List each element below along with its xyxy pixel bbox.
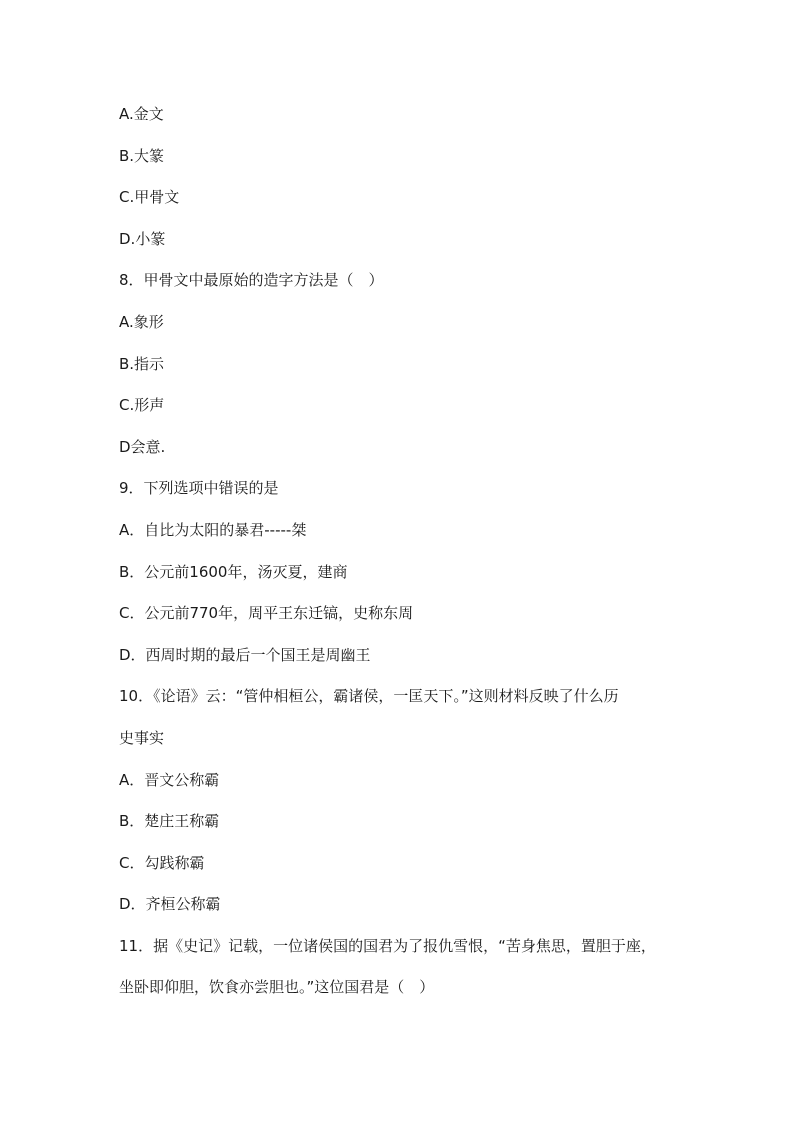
option-line: B.指示 [119,354,165,373]
option-line: B．楚庄王称霸 [119,812,220,831]
option-line: C.形声 [119,396,165,415]
option-line: A．自比为太阳的暴君-----桀 [119,520,307,539]
option-line: A.象形 [119,312,164,331]
option-line: A．晋文公称霸 [119,770,220,789]
option-line: D．齐桓公称霸 [119,895,221,914]
question-9-stem: 9．下列选项中错误的是 [119,479,279,498]
option-line: D会意. [119,437,166,456]
question-11-stem-continued: 坐卧即仰胆，饮食亦尝胆也。”这位国君是（ ） [119,978,435,997]
question-8-stem: 8．甲骨文中最原始的造字方法是（ ） [119,271,384,290]
option-line: C．勾践称霸 [119,853,205,872]
option-line: D．西周时期的最后一个国王是周幽王 [119,645,371,664]
option-line: B.大篆 [119,146,165,165]
document-body [119,104,679,1019]
question-10-stem: 10．《论语》云：“管仲相桓公，霸诸侯，一匡天下。”这则材料反映了什么历 [119,687,619,706]
option-line: A.金文 [119,105,164,123]
option-line: C.甲骨文 [119,188,180,207]
option-line: D.小篆 [119,229,166,248]
question-11-stem: 11．据《史记》记载，一位诸侯国的国君为了报仇雪恨，“苦身焦思，置胆于座， [119,936,656,955]
option-line: B．公元前1600年，汤灭夏，建商 [119,562,348,581]
option-line: C．公元前770年，周平王东迁镐，史称东周 [119,604,414,623]
question-10-stem-continued: 史事实 [119,728,165,747]
